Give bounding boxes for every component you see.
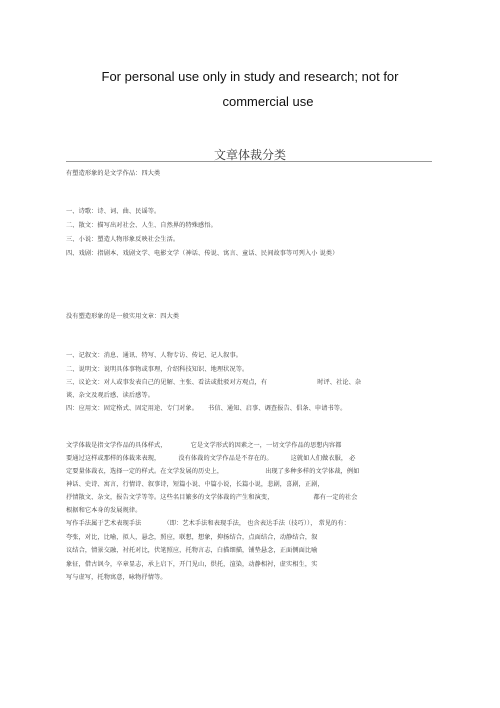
section2-item-3 [66, 379, 361, 387]
disclaimer-line-1: For personal use only in study and research; not for [101, 69, 399, 84]
page-title: 文章体裁分类 [213, 148, 286, 162]
text-span: 神话、史诗、寓言，行情诗、叙事诗，短篇小说、中篇小说，长篇小说，悲剧，喜剧，正剧， [66, 481, 324, 488]
text-span: 这就如人们做衣服， 必 [290, 455, 356, 462]
section2-heading: 没有塑造形象的是一般实用文章：四大类 [66, 313, 180, 320]
text-span: 写与虚写，托物寓意，咏物抒情等。 [66, 574, 167, 581]
section2-item-3-cont: 谈、杂文及观后感、读后感等。 [66, 392, 155, 399]
paragraph-line-9 [66, 547, 318, 555]
text-span: 出现了多种多样的文学体裁，例如 [265, 468, 360, 475]
section2-item-3-part1: 三、议论文：对人或事发表自己的见解、主张、看法或批驳对方观点，有 [66, 379, 268, 386]
paragraph-line-11 [66, 574, 167, 582]
text-span: （即：艺术手法和表现手法， 也含表达手法（技巧））， 常见的有： [163, 520, 351, 527]
title-divider [66, 161, 432, 162]
text-span: 抒情散文、杂文，报告文学等等。这些名目繁多的文学体裁的产生和演变， [66, 494, 274, 501]
section2-item-2: 二、说明文：说明具体事物或事理，介绍科技知识、地理状况等。 [66, 366, 249, 373]
section2-item-1: 一、记叙文：消息、通讯、特写、人物专访、传记、记人叙事。 [66, 352, 243, 359]
text-span: 议结合，情景交融，衬托对比，伏笔照应，托物言志，白描细描，铺垫悬念，正面侧面比喻 [66, 547, 318, 554]
text-span: 都有一定的社会 [313, 494, 358, 501]
section2-item-3-part2: 时评、社论、杂 [317, 379, 362, 386]
text-span: 象征，借古讽今，卒章显志，承上启下，开门见山，烘托，渲染，动静相衬，虚实相生，实 [66, 561, 318, 568]
text-span: 根据和它本身的发展规律。 [66, 507, 142, 514]
text-span: 写作手法属于艺术表现手法 [66, 520, 142, 527]
section1-heading: 有塑造形象的是文学作品：四大类 [66, 170, 161, 177]
section1-item-2: 二、散文：描写出对社会、人生、自然界的特殊感悟。 [66, 222, 217, 229]
paragraph-line-2 [66, 455, 356, 463]
section2-item-4 [66, 405, 346, 413]
text-span: 夸张，对比，比喻，拟人，悬念，照应，联想，想象，抑扬结合，点面结合，动静结合，叙 [66, 534, 318, 541]
text-span: 文学体裁是指文学作品的具体样式， [66, 442, 167, 449]
text-span: 要通过这样或那样的体裁来表现， [66, 455, 161, 462]
text-span: 定要量体裁衣，选择一定的样式。在文学发展的历史上， [66, 468, 224, 475]
section2-item-4-part1: 四：应用文：固定格式、固定用途、专门对象。 [66, 405, 199, 412]
text-span: 它是文学形式的因素之一，一切文学作品的思想内容都 [190, 442, 342, 449]
paragraph-line-5 [66, 494, 358, 502]
paragraph-line-3 [66, 468, 360, 476]
paragraph-line-1 [66, 442, 342, 450]
paragraph-line-7 [66, 520, 350, 528]
section1-item-4: 四、戏剧：指剧本、戏剧文学、电影文学（神话、传说、寓言、童话、民间故事等可列入小 说类） [66, 250, 339, 257]
section1-item-3: 三、小说：塑造人物形象反映社会生活。 [66, 236, 180, 243]
disclaimer-line-2: commercial use [222, 94, 314, 109]
paragraph-line-6 [66, 507, 141, 515]
text-span: 没有体裁的文学作品是不存在的。 [178, 455, 273, 462]
paragraph-line-8 [66, 534, 318, 542]
paragraph-line-4 [66, 481, 324, 489]
section1-item-1: 一、诗歌：诗、词、曲、民谣等。 [66, 208, 161, 215]
section2-item-4-part2: 书信、通知、启事、调查报告、倡条、申请书等。 [208, 405, 347, 412]
paragraph-line-10 [66, 561, 318, 569]
